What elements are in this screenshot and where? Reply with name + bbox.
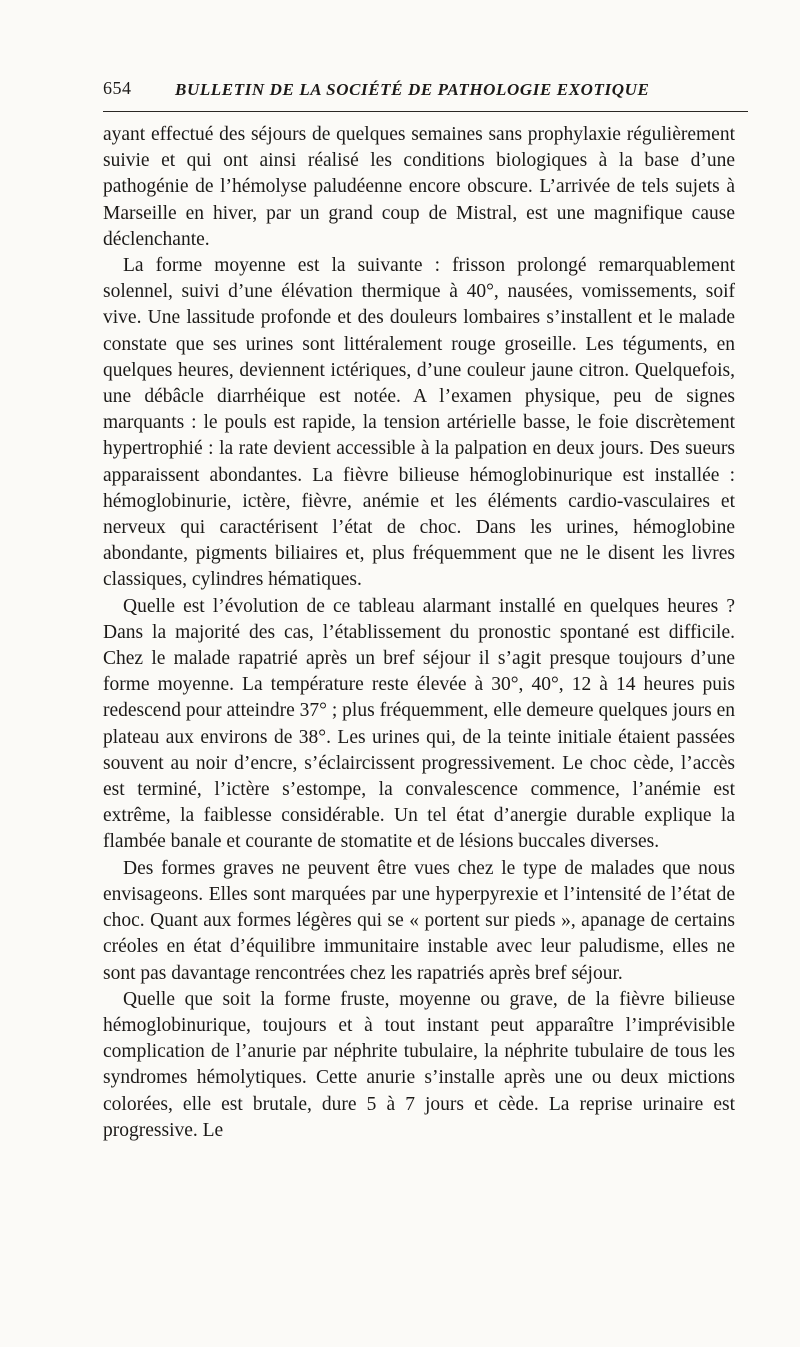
- paragraph-anurie: Quelle que soit la forme fruste, moyenne ou grave, de la fièvre bilieuse hémoglobinurique, toujours et à tout instant peut apparaître l’imprévisible complication de l’anurie par néphrite tubulaire, la néphrite tubulaire de tous les syndromes hémolytiques. Cette anurie s’installe après une ou deux mictions colorées, elle est brutale, dure 5 à 7 jours et cède. La reprise urinaire est progressive. Le: [103, 988, 735, 1141]
- header-rule: [103, 111, 748, 112]
- article-body: [103, 122, 735, 1144]
- page-header: [103, 72, 735, 102]
- paragraph-formes-graves: Des formes graves ne peuvent être vues chez le type de malades que nous envisageons. Elles sont marquées par une hyperpyrexie et l’intensité de l’état de choc. Quant aux formes légères qui se « portent sur pieds », apanage de certains créoles en état d’équilibre immunitaire instable avec leur paludisme, elles ne sont pas davantage rencontrées chez les rapatriés après bref séjour.: [103, 857, 735, 984]
- paragraph-continuation: ayant effectué des séjours de quelques semaines sans prophylaxie régulièrement suivie et qui ont ainsi réalisé les conditions biologiques à la base d’une pathogénie de l’hémolyse paludéenne encore obscure. L’arrivée de tels sujets à Marseille en hiver, par un grand coup de Mistral, est une magnifique cause déclenchante.: [103, 124, 735, 250]
- paragraph-evolution: Quelle est l’évolution de ce tableau alarmant installé en quelques heures ? Dans la majorité des cas, l’établissement du pronostic spontané est difficile. Chez le malade rapatrié après un bref séjour il s’agit presque toujours d’une forme moyenne. La température reste élevée à 30°, 40°, 12 à 14 heures puis redescend pour atteindre 37° ; plus fréquemment, elle demeure quelques jours en plateau aux environs de 38°. Les urines qui, de la teinte initiale étaient passées souvent au noir d’encre, s’éclaircissent progressivement. Le choc cède, l’accès est terminé, l’ictère s’estompe, la convalescence commence, l’anémie est extrême, la faiblesse considérable. Un tel état d’anergie durable explique la flambée banale et courante de stomatite et de lésions buccales diverses.: [103, 595, 735, 853]
- paragraph-forme-moyenne: La forme moyenne est la suivante : frisson prolongé remarquablement solennel, suivi d’une élévation thermique à 40°, nausées, vomissements, soif vive. Une lassitude profonde et des douleurs lombaires s’installent et le malade constate que ses urines sont littéralement rouge groseille. Les téguments, en quelques heures, deviennent ictériques, d’une couleur jaune citron. Quelquefois, une débâcle diarrhéique est notée. A l’examen physique, peu de signes marquants : le pouls est rapide, la tension artérielle basse, le foie discrètement hypertrophié : la rate devient accessible à la palpation en deux jours. Des sueurs apparaissent abondantes. La fièvre bilieuse hémoglobinurique est installée : hémoglobinurie, ictère, fièvre, anémie et les éléments cardio-vasculaires et nerveux qui caractérisent l’état de choc. Dans les urines, hémoglobine abondante, pigments biliaires et, plus fréquemment que ne le disent les livres classiques, cylindres hématiques.: [103, 255, 735, 591]
- page-number: 654: [103, 78, 132, 98]
- journal-page: [103, 72, 735, 1141]
- running-title: BULLETIN DE LA SOCIÉTÉ DE PATHOLOGIE EXOTIQUE: [175, 80, 650, 99]
